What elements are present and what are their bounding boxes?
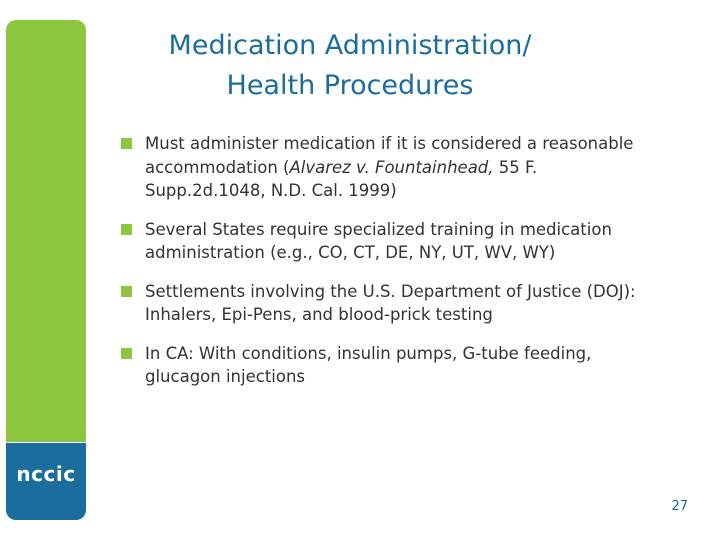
bullet-item xyxy=(121,342,696,389)
bullet-text: In CA: With conditions, insulin pumps, G-tube feeding, xyxy=(145,343,592,363)
bullet-text: administration (e.g., CO, CT, DE, NY, UT, WV, WY) xyxy=(145,243,556,262)
page-number: 27 xyxy=(671,499,688,514)
bullet-line xyxy=(145,303,696,327)
green-side-bar xyxy=(6,20,86,442)
bullet-line xyxy=(145,365,696,389)
square-bullet-icon xyxy=(121,224,132,235)
bullet-text: Inhalers, Epi-Pens, and blood-prick testing xyxy=(145,305,493,324)
bullet-item xyxy=(121,280,696,327)
bullet-text: 55 F. xyxy=(493,157,538,177)
bullet-text: Must administer medication if it is considered a reasonable xyxy=(145,134,634,153)
bullet-text: Settlements involving the U.S. Department of Justice (DOJ): xyxy=(145,281,636,301)
square-bullet-icon xyxy=(121,286,132,297)
bullet-line xyxy=(145,241,696,265)
square-bullet-icon xyxy=(121,348,132,359)
bullet-line xyxy=(145,218,696,242)
nccic-logo: nccic xyxy=(16,462,76,486)
square-bullet-icon xyxy=(121,138,132,149)
bullet-line xyxy=(145,179,696,203)
bullet-list xyxy=(121,132,696,404)
bullet-text: Several States require specialized training in medication xyxy=(145,219,612,239)
title-line-2: Health Procedures xyxy=(226,70,474,101)
bullet-item xyxy=(121,132,696,203)
slide-title xyxy=(100,26,600,106)
case-citation: Alvarez v. Fountainhead, xyxy=(289,157,494,177)
title-line-1: Medication Administration/ xyxy=(168,30,532,61)
bullet-text: accommodation ( xyxy=(145,157,290,177)
bullet-line xyxy=(145,132,696,156)
bullet-line xyxy=(145,342,696,366)
bullet-text: Supp.2d.1048, N.D. Cal. 1999) xyxy=(145,181,397,200)
bullet-item xyxy=(121,218,696,265)
bullet-text: glucagon injections xyxy=(145,367,306,386)
bullet-line xyxy=(145,280,696,304)
bullet-line xyxy=(145,156,696,180)
